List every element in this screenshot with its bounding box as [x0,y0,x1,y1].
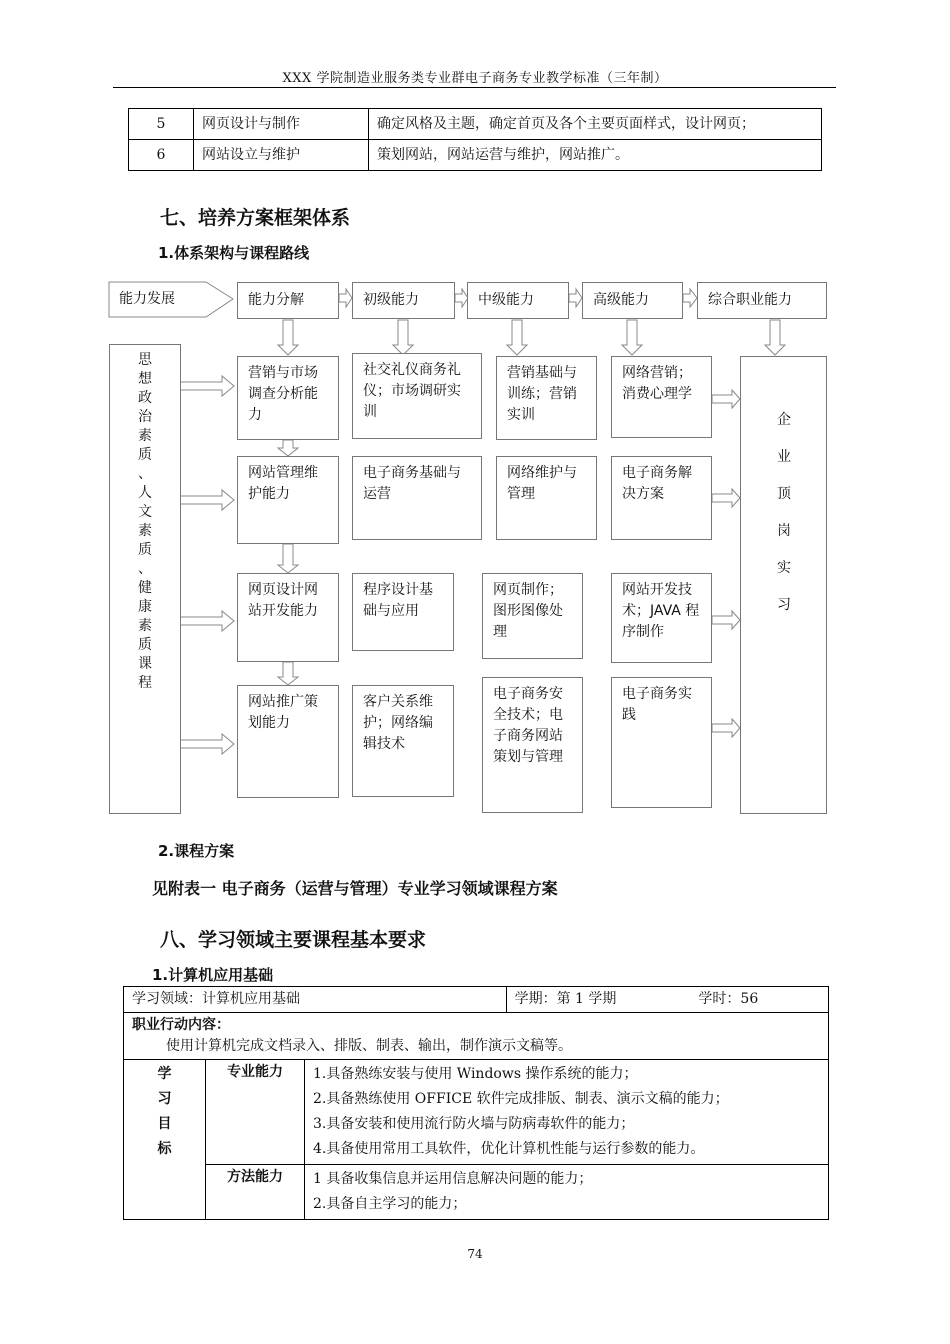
senior-box-network-marketing: 网络营销；消费心理学 [611,356,712,438]
course-desc: 策划网站，网站运营与维护，网站推广。 [369,140,822,171]
senior-box-solution: 电子商务解决方案 [611,456,712,540]
middle-box-marketing-basic: 营销基础与训练；营销实训 [496,356,597,440]
down-arrow-icon [278,440,298,456]
right-arrow-icon [180,734,234,754]
requirements-table [123,986,829,1220]
right-arrow-icon [683,289,697,307]
right-column-text: 企 业 顶 岗 实 习 [777,412,791,613]
middle-box-network: 网络维护与管理 [496,456,597,540]
req-domain: 学习领域：计算机应用基础 [124,987,507,1013]
top-label-capability-dev: 能力发展 [119,291,175,307]
section8-sub1: 1.计算机应用基础 [152,966,274,984]
list-item: 4.具备使用常用工具软件，优化计算机性能与运行参数的能力。 [313,1141,705,1157]
list-item: 1.具备熟练安装与使用 Windows 操作系统的能力； [313,1066,638,1082]
course-num: 5 [129,109,194,140]
ability-box-marketing: 营销与市场调查分析能力 [237,356,339,440]
senior-box-practice: 电子商务实践 [611,677,712,808]
top-box-junior: 初级能力 [352,282,455,319]
middle-box-webpage: 网页制作；图形图像处理 [482,573,583,659]
right-arrow-icon [712,489,740,507]
section8-title: 八、学习领域主要课程基本要求 [160,929,427,951]
req-prof-label: 专业能力 [206,1060,305,1165]
table-row [124,987,829,1013]
table-row [124,1165,829,1220]
right-arrow-icon [180,376,234,396]
section7-sub2: 2.课程方案 [158,842,235,860]
down-arrow-icon [278,544,298,573]
section7-sub1: 1.体系架构与课程路线 [158,244,310,262]
list-item: 2.具备自主学习的能力； [313,1196,467,1212]
down-arrow-icon [278,662,298,685]
senior-box-site-dev: 网站开发技术；JAVA 程序制作 [611,573,712,663]
right-arrow-icon [180,490,234,510]
middle-box-security: 电子商务安全技术；电子商务网站策划与管理 [482,677,583,813]
page-number: 74 [467,1247,483,1261]
list-item: 1 具备收集信息并运用信息解决问题的能力； [313,1171,593,1187]
req-job-title: 职业行动内容： [132,1017,230,1033]
junior-box-ecommerce-basic: 电子商务基础与运营 [352,456,482,540]
course-num: 6 [129,140,194,171]
right-arrow-icon [712,390,740,408]
left-column-text: 思 想 政 治 素 质 、 人 文 素 质 、 健 康 素 质 课 程 [138,352,152,691]
top-box-senior: 高级能力 [582,282,683,319]
section7-title: 七、培养方案框架体系 [160,207,351,229]
course-name: 网站设立与维护 [194,140,369,171]
right-arrow-icon [569,289,582,307]
right-arrow-icon [712,611,740,629]
down-arrow-icon [278,320,298,355]
appendix-reference: 见附表一 电子商务（运营与管理）专业学习领域课程方案 [152,879,558,898]
course-name: 网页设计与制作 [194,109,369,140]
req-method-items [305,1165,829,1220]
down-arrow-icon [622,320,642,355]
req-hours: 学时：56 [698,991,759,1007]
req-goal-label: 学 习 目 标 [124,1060,206,1220]
junior-box-etiquette: 社交礼仪商务礼仪；市场调研实训 [352,353,482,439]
page-header-title: XXX 学院制造业服务类专业群电子商务专业教学标准（三年制） [282,71,668,86]
req-term-hours [506,987,828,1013]
right-arrow-icon [180,611,234,631]
list-item: 3.具备安装和使用流行防火墙与防病毒软件的能力； [313,1116,635,1132]
req-method-label: 方法能力 [206,1165,305,1220]
top-box-comprehensive: 综合职业能力 [697,282,827,319]
top-box-decompose: 能力分解 [237,282,339,319]
down-arrow-icon [507,320,527,355]
ability-box-web-dev: 网页设计网站开发能力 [237,573,339,662]
down-arrow-icon [765,320,785,355]
top-box-middle: 中级能力 [467,282,569,319]
req-job-content: 使用计算机完成文档录入、排版、制表、输出，制作演示文稿等。 [166,1038,572,1054]
req-job [124,1013,829,1060]
list-item: 2.具备熟练使用 OFFICE 软件完成排版、制表、演示文稿的能力； [313,1091,729,1107]
req-prof-items [305,1060,829,1165]
req-term: 学期：第 1 学期 [514,991,617,1007]
ability-box-promotion: 网站推广策划能力 [237,685,339,798]
right-arrow-icon [712,719,740,737]
table-row [124,1013,829,1060]
junior-box-programming: 程序设计基础与应用 [352,573,454,651]
down-arrow-icon [393,320,413,355]
right-arrow-icon [339,289,352,307]
junior-box-customer: 客户关系维护；网络编辑技术 [352,685,454,797]
course-desc: 确定风格及主题，确定首页及各个主要页面样式，设计网页； [369,109,822,140]
ability-box-site-mgmt: 网站管理维护能力 [237,456,339,544]
table-row [124,1060,829,1165]
